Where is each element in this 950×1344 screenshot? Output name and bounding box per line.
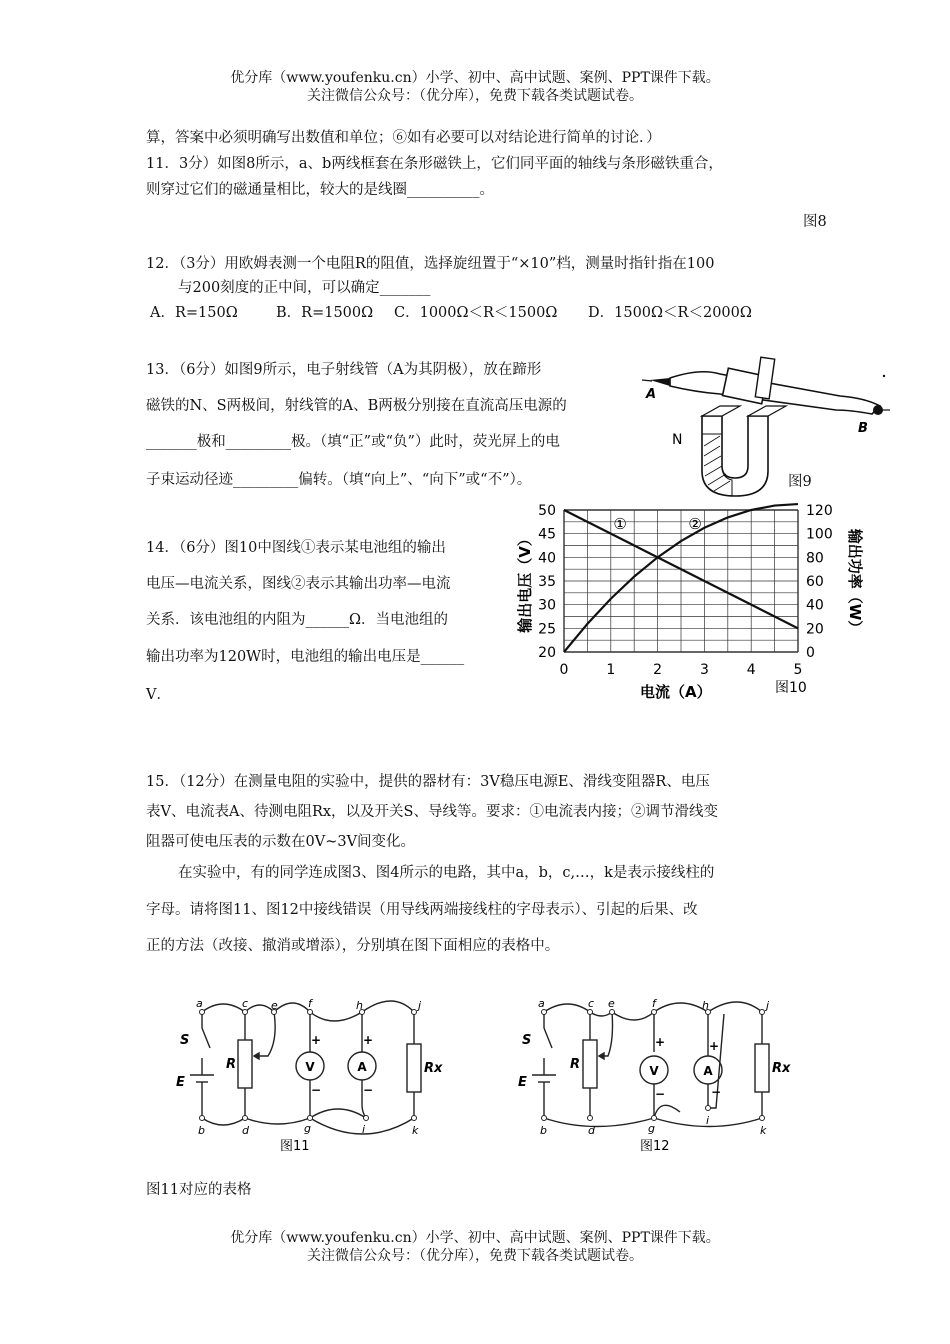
fig12-term-b: b — [540, 1124, 547, 1137]
chart-y-tick-label: 20 — [538, 645, 556, 661]
chart-y-tick-label: 25 — [538, 621, 556, 638]
fig11-caption: 图11 — [280, 1139, 310, 1154]
figure-10-chart — [500, 500, 864, 710]
fig11-term-a: a — [196, 997, 203, 1010]
fig11-rheostat-label: R — [226, 1057, 237, 1072]
q15-line2: 表V、电流表A、待测电阻Rx，以及开关S、导线等。要求：①电流表内接；②调节滑线变 — [146, 804, 718, 820]
q12-line2: 与200刻度的正中间，可以确定_______ — [178, 280, 431, 296]
q15-line3: 阻器可使电压表的示数在0V~3V间变化。 — [146, 834, 416, 850]
page-footer-line1: 优分库（www.youfenku.cn）小学、初中、高中试题、案例、PPT课件下载。 — [230, 1230, 720, 1246]
fig11-term-b: b — [198, 1124, 205, 1137]
figure-9-crt-magnet — [640, 356, 890, 506]
page-header-line1: 优分库（www.youfenku.cn）小学、初中、高中试题、案例、PPT课件下载。 — [230, 70, 720, 86]
q13-line1: 13．（6分）如图9所示，电子射线管（A为其阴极），放在蹄形 — [146, 362, 542, 378]
fig11-term-g: g — [304, 1122, 311, 1135]
q14-line5: V． — [146, 687, 171, 703]
chart-title: 图10 — [775, 680, 807, 696]
fig11-term-f: f — [308, 997, 312, 1010]
chart-y-tick-label: 40 — [538, 550, 556, 567]
fig11-v-minus: − — [310, 1083, 322, 1097]
fig12-term-c: c — [588, 997, 595, 1010]
fig11-voltmeter-label: V — [305, 1060, 315, 1074]
page-footer-line2: 关注微信公众号：（优分库），免费下载各类试题试卷。 — [307, 1248, 643, 1264]
fig12-rx-label: Rx — [772, 1061, 791, 1076]
fig11-term-d: d — [242, 1124, 249, 1137]
q12-option-c: C．1000Ω＜R＜1500Ω — [394, 305, 558, 321]
fig12-term-j: j — [766, 999, 770, 1012]
fig11-rx-label: Rx — [424, 1061, 443, 1076]
chart-y-tick-label: 50 — [538, 503, 556, 519]
fig11-a-minus: − — [362, 1083, 374, 1097]
fig12-term-g: g — [648, 1122, 655, 1135]
table-caption: 图11对应的表格 — [146, 1182, 252, 1198]
figure-12-circuit — [510, 997, 791, 1165]
fig11-battery-label: E — [176, 1075, 185, 1090]
fig12-term-f: f — [652, 997, 656, 1010]
fig11-term-c: c — [242, 997, 249, 1010]
fig12-term-h: h — [702, 999, 709, 1012]
chart-y-axis-label: 输出电压（V） — [516, 531, 534, 633]
fig11-switch-label: S — [180, 1033, 190, 1048]
q11-line2: 则穿过它们的磁通量相比，较大的是线圈__________。 — [146, 182, 494, 198]
chart-y-tick-label: 35 — [538, 574, 556, 590]
chart-x-tick-label: 0 — [559, 662, 569, 678]
intro-text: 算，答案中必须明确写出数值和单位；⑥如有必要可以对结论进行简单的讨论．） — [146, 130, 661, 146]
fig11-term-e: e — [271, 999, 278, 1012]
q15-line1: 15．（12分）在测量电阻的实验中，提供的器材有：3V稳压电源E、滑线变阻器R、电压 — [146, 774, 710, 790]
page-header-line2: 关注微信公众号：（优分库），免费下载各类试题试卷。 — [307, 88, 643, 104]
fig12-term-e: e — [608, 997, 615, 1010]
chart-x-tick-label: 1 — [606, 662, 616, 678]
chart-y2-tick-label: 100 — [806, 526, 833, 543]
chart-x-tick-label: 2 — [653, 662, 663, 678]
fig9-label-b: B — [858, 421, 868, 436]
chart-x-tick-label: 5 — [793, 662, 803, 678]
fig12-ammeter-label: A — [703, 1064, 713, 1078]
q15-line4: 在实验中，有的同学连成图3、图4所示的电路，其中a，b，c,…，k是表示接线柱的 — [178, 865, 715, 881]
chart-x-tick-label: 4 — [746, 662, 756, 678]
chart-x-axis-label: 电流（A） — [640, 683, 712, 701]
chart-grid — [564, 510, 798, 652]
fig12-term-a: a — [538, 997, 545, 1010]
fig11-term-j: j — [418, 999, 422, 1012]
chart-series-label: ② — [688, 515, 702, 534]
fig9-label-a: A — [646, 387, 657, 402]
chart-y2-tick-label: 120 — [806, 503, 833, 519]
fig12-term-d: d — [588, 1124, 595, 1137]
chart-y-tick-label: 30 — [538, 597, 556, 614]
chart-y2-tick-label: 60 — [806, 574, 824, 590]
chart-y2-axis-label: 输出功率（W） — [846, 528, 864, 636]
q13-line3: _______极和_________极。（填“正”或“负”）此时，荧光屏上的电 — [146, 434, 560, 450]
chart-y2-tick-label: 40 — [806, 597, 824, 614]
fig12-v-plus: + — [654, 1035, 666, 1049]
fig12-caption: 图12 — [640, 1139, 670, 1154]
fig12-switch-label: S — [522, 1033, 532, 1048]
fig12-voltmeter-label: V — [649, 1064, 659, 1078]
q14-line2: 电压—电流关系，图线②表示其输出功率—电流 — [146, 576, 451, 592]
q13-line4: 子束运动径迹_________偏转。（填“向上”、“向下”或“不”）。 — [146, 472, 532, 488]
chart-y-tick-label: 45 — [538, 526, 556, 543]
q12-option-d: D．1500Ω＜R＜2000Ω — [588, 305, 752, 321]
fig11-term-i: i — [362, 1123, 366, 1136]
fig12-a-plus: + — [708, 1039, 720, 1053]
q12-option-a: A．R=150Ω — [150, 305, 238, 321]
q13-line2: 磁铁的N、S两极间，射线管的A、B两极分别接在直流高压电源的 — [146, 398, 567, 414]
fig12-term-k: k — [760, 1124, 767, 1137]
fig11-v-plus: + — [310, 1033, 322, 1047]
chart-y2-tick-label: 80 — [806, 550, 824, 567]
fig11-a-plus: + — [362, 1033, 374, 1047]
fig12-rheostat-label: R — [570, 1057, 581, 1072]
fig12-battery-label: E — [518, 1075, 527, 1090]
fig11-ammeter-label: A — [357, 1060, 367, 1074]
chart-y2-tick-label: 0 — [806, 645, 815, 661]
q14-line3: 关系．该电池组的内阻为______Ω．当电池组的 — [146, 612, 449, 628]
chart-series-label: ① — [613, 515, 627, 534]
q14-line4: 输出功率为120W时，电池组的输出电压是______ — [146, 649, 465, 665]
q12-option-b: B．R=1500Ω — [276, 305, 374, 321]
chart-x-tick-label: 3 — [699, 662, 709, 678]
horseshoe-magnet — [702, 416, 768, 496]
q11-line1: 11．3分）如图8所示，a、b两线框套在条形磁铁上，它们同平面的轴线与条形磁铁重合， — [146, 156, 723, 172]
chart-y2-tick-label: 20 — [806, 621, 824, 638]
figure-11-circuit — [168, 997, 448, 1165]
q11-figure-label: 图8 — [803, 214, 827, 230]
q12-line1: 12．（3分）用欧姆表测一个电阻R的阻值，选择旋纽置于“×10”档，测量时指针指在100 — [146, 256, 715, 272]
fig11-term-k: k — [412, 1124, 419, 1137]
fig12-a-minus: − — [710, 1085, 722, 1099]
q14-line1: 14．（6分）图10中图线①表示某电池组的输出 — [146, 540, 446, 556]
q13-figure-label: 图9 — [788, 474, 812, 490]
q15-line6: 正的方法（改接、撤消或增添），分别填在图下面相应的表格中。 — [146, 938, 560, 954]
fig12-term-i: i — [706, 1114, 710, 1127]
q15-line5: 字母。请将图11、图12中接线错误（用导线两端接线柱的字母表示）、引起的后果、改 — [146, 902, 698, 918]
fig9-label-n: N — [672, 432, 683, 448]
fig11-term-h: h — [356, 999, 363, 1012]
fig12-v-minus: − — [654, 1087, 666, 1101]
